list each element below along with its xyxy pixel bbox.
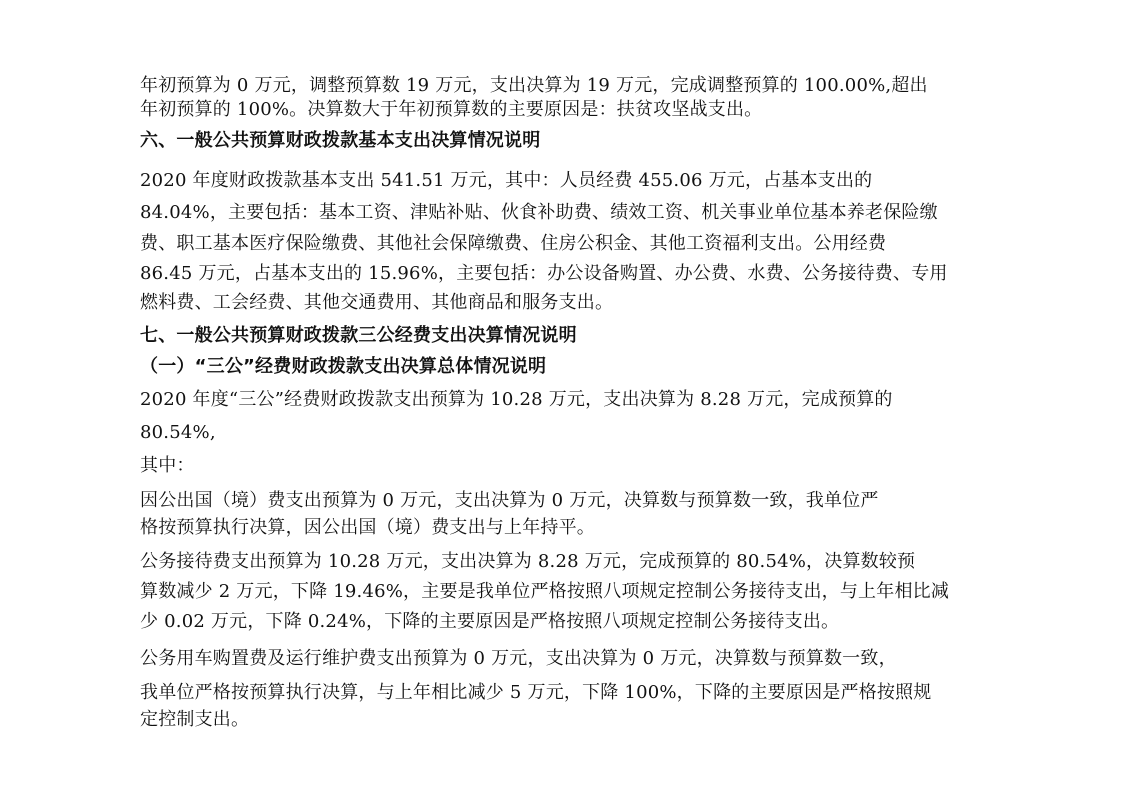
body-line-12: 格按预算执行决算，因公出国（境）费支出与上年持平。 bbox=[140, 517, 595, 538]
body-line-13: 公务接待费支出预算为 10.28 万元，支出决算为 8.28 万元，完成预算的 80.54%，决算数较预 bbox=[140, 551, 916, 572]
body-line-11: 因公出国（境）费支出预算为 0 万元，支出决算为 0 万元，决算数与预算数一致，我单位严 bbox=[140, 490, 879, 511]
body-line-10: 其中： bbox=[140, 455, 195, 476]
section-heading-6: 六、一般公共预算财政拨款基本支出决算情况说明 bbox=[140, 130, 541, 151]
body-line-14: 算数减少 2 万元，下降 19.46%，主要是我单位严格按照八项规定控制公务接待支出，与上年相比减 bbox=[140, 581, 950, 602]
body-line-17: 我单位严格按预算执行决算，与上年相比减少 5 万元，下降 100%，下降的主要原因是严格按照规 bbox=[140, 682, 932, 703]
body-line-7: 燃料费、工会经费、其他交通费用、其他商品和服务支出。 bbox=[140, 292, 614, 313]
body-line-3: 2020 年度财政拨款基本支出 541.51 万元，其中：人员经费 455.06 万元，占基本支出的 bbox=[140, 170, 873, 191]
body-line-4: 84.04%，主要包括：基本工资、津贴补贴、伙食补助费、绩效工资、机关事业单位基本养老保险缴 bbox=[140, 202, 938, 223]
body-line-18: 定控制支出。 bbox=[140, 709, 250, 730]
section-heading-7: 七、一般公共预算财政拨款三公经费支出决算情况说明 bbox=[140, 325, 577, 346]
body-line-2: 年初预算的 100%。决算数大于年初预算数的主要原因是：扶贫攻坚战支出。 bbox=[140, 99, 763, 120]
body-line-6: 86.45 万元，占基本支出的 15.96%，主要包括：办公设备购置、办公费、水费、公务接待费、专用 bbox=[140, 263, 948, 284]
body-line-5: 费、职工基本医疗保险缴费、其他社会保障缴费、住房公积金、其他工资福利支出。公用经费 bbox=[140, 233, 887, 254]
body-line-15: 少 0.02 万元，下降 0.24%，下降的主要原因是严格按照八项规定控制公务接待支出。 bbox=[140, 611, 840, 632]
body-line-8: 2020 年度“三公”经费财政拨款支出预算为 10.28 万元，支出决算为 8.28 万元，完成预算的 bbox=[140, 389, 893, 410]
subsection-heading-1: （一）“三公”经费财政拨款支出决算总体情况说明 bbox=[140, 356, 547, 377]
body-line-9: 80.54%, bbox=[140, 422, 216, 443]
body-line-1: 年初预算为 0 万元，调整预算数 19 万元，支出决算为 19 万元，完成调整预算的 100.00%,超出 bbox=[140, 75, 928, 96]
body-line-16: 公务用车购置费及运行维护费支出预算为 0 万元，支出决算为 0 万元，决算数与预算数一致， bbox=[140, 648, 897, 669]
